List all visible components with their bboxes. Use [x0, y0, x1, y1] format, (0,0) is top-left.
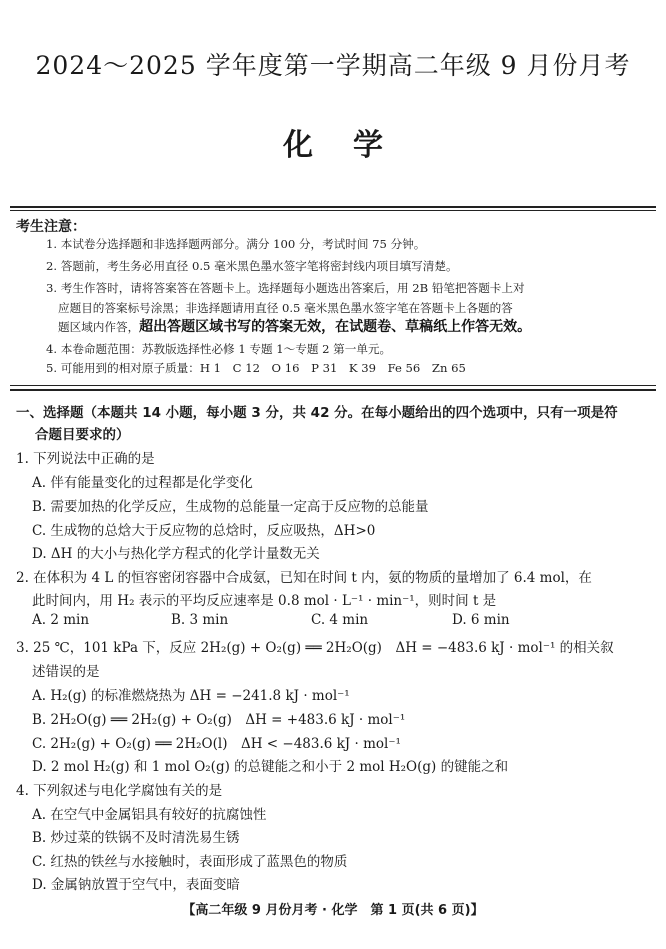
- question-1-option-a: A. 伴有能量变化的过程都是化学变化: [32, 475, 253, 491]
- question-3-option-a: A. H₂(g) 的标准燃烧热为 ΔH = −241.8 kJ · mol⁻¹: [32, 688, 350, 704]
- question-3-stem-line-1: 3. 25 ℃，101 kPa 下，反应 2H₂(g) + O₂(g) ══ 2H₂O(g) ΔH = −483.6 kJ · mol⁻¹ 的相关叙: [16, 640, 614, 656]
- notice-item-1: 1. 本试卷分选择题和非选择题两部分。满分 100 分，考试时间 75 分钟。: [46, 237, 426, 251]
- notice-item-5: 5. 可能用到的相对原子质量：H 1 C 12 O 16 P 31 K 39 Fe 56 Zn 65: [46, 361, 466, 375]
- notice-emphasis: 超出答题区域书写的答案无效，在试题卷、草稿纸上作答无效。: [139, 319, 532, 335]
- question-4-option-d: D. 金属钠放置于空气中，表面变暗: [32, 877, 240, 893]
- question-2-stem-line-2: 此时间内，用 H₂ 表示的平均反应速率是 0.8 mol · L⁻¹ · min⁻¹，则时间 t 是: [32, 593, 497, 609]
- question-3-option-c: C. 2H₂(g) + O₂(g) ══ 2H₂O(l) ΔH < −483.6 kJ · mol⁻¹: [32, 736, 401, 752]
- notice-item-4: 4. 本卷命题范围：苏教版选择性必修 1 专题 1～专题 2 第一单元。: [46, 342, 392, 356]
- notice-item-3-cont-2: [58, 317, 658, 338]
- section-heading-line-2: 合题目要求的）: [35, 427, 130, 443]
- notice-bottom-rule: [10, 389, 656, 391]
- question-2-option-a: A. 2 min: [32, 612, 90, 628]
- notice-top-rule-thin: [10, 210, 656, 211]
- notice-item-2: 2. 答题前，考生务必用直径 0.5 毫米黑色墨水签字笔将密封线内项目填写清楚。: [46, 259, 458, 273]
- page-footer: 【高二年级 9 月份月考 · 化学 第 1 页(共 6 页)】: [182, 903, 484, 918]
- notice-item-3: 3. 考生作答时，请将答案答在答题卡上。选择题每小题选出答案后，用 2B 铅笔把答题卡上对: [46, 281, 525, 295]
- question-4-option-c: C. 红热的铁丝与水接触时，表面形成了蓝黑色的物质: [32, 854, 348, 870]
- question-1-stem: 1. 下列说法中正确的是: [16, 451, 155, 467]
- notice-item-3-plain: 题区域内作答，: [58, 320, 140, 334]
- question-1-option-b: B. 需要加热的化学反应，生成物的总能量一定高于反应物的总能量: [32, 499, 429, 515]
- question-2-option-c: C. 4 min: [311, 612, 369, 628]
- question-3-option-d: D. 2 mol H₂(g) 和 1 mol O₂(g) 的总键能之和小于 2 mol H₂O(g) 的键能之和: [32, 759, 509, 775]
- subject-title: 化学: [283, 128, 423, 163]
- section-heading: [16, 402, 652, 446]
- question-4-option-b: B. 炒过菜的铁锅不及时清洗易生锈: [32, 830, 240, 846]
- notice-heading: 考生注意：: [16, 219, 86, 235]
- exam-title: 2024～2025 学年度第一学期高二年级 9 月份月考: [35, 51, 631, 80]
- question-2-option-d: D. 6 min: [452, 612, 510, 628]
- question-3-stem-line-2: 述错误的是: [32, 664, 100, 680]
- question-3-option-b: B. 2H₂O(g) ══ 2H₂(g) + O₂(g) ΔH = +483.6 kJ · mol⁻¹: [32, 712, 406, 728]
- question-2-option-b: B. 3 min: [171, 612, 229, 628]
- notice-top-rule: [10, 206, 656, 208]
- section-heading-line-1: 一、选择题（本题共 14 小题，每小题 3 分，共 42 分。在每小题给出的四个选项中，只有一项是符: [16, 405, 618, 421]
- question-1-option-d: D. ΔH 的大小与热化学方程式的化学计量数无关: [32, 546, 320, 562]
- question-1-option-c: C. 生成物的总焓大于反应物的总焓时，反应吸热，ΔH>0: [32, 523, 376, 539]
- question-2-stem-line-1: 2. 在体积为 4 L 的恒容密闭容器中合成氨，已知在时间 t 内，氨的物质的量增加了 6.4 mol，在: [16, 570, 592, 586]
- question-4-stem: 4. 下列叙述与电化学腐蚀有关的是: [16, 783, 223, 799]
- question-4-option-a: A. 在空气中金属铝具有较好的抗腐蚀性: [32, 807, 267, 823]
- notice-bottom-rule-thin: [10, 385, 656, 386]
- notice-item-3-cont-1: 应题目的答案标号涂黑；非选择题请用直径 0.5 毫米黑色墨水签字笔在答题卡上各题的答: [58, 301, 513, 315]
